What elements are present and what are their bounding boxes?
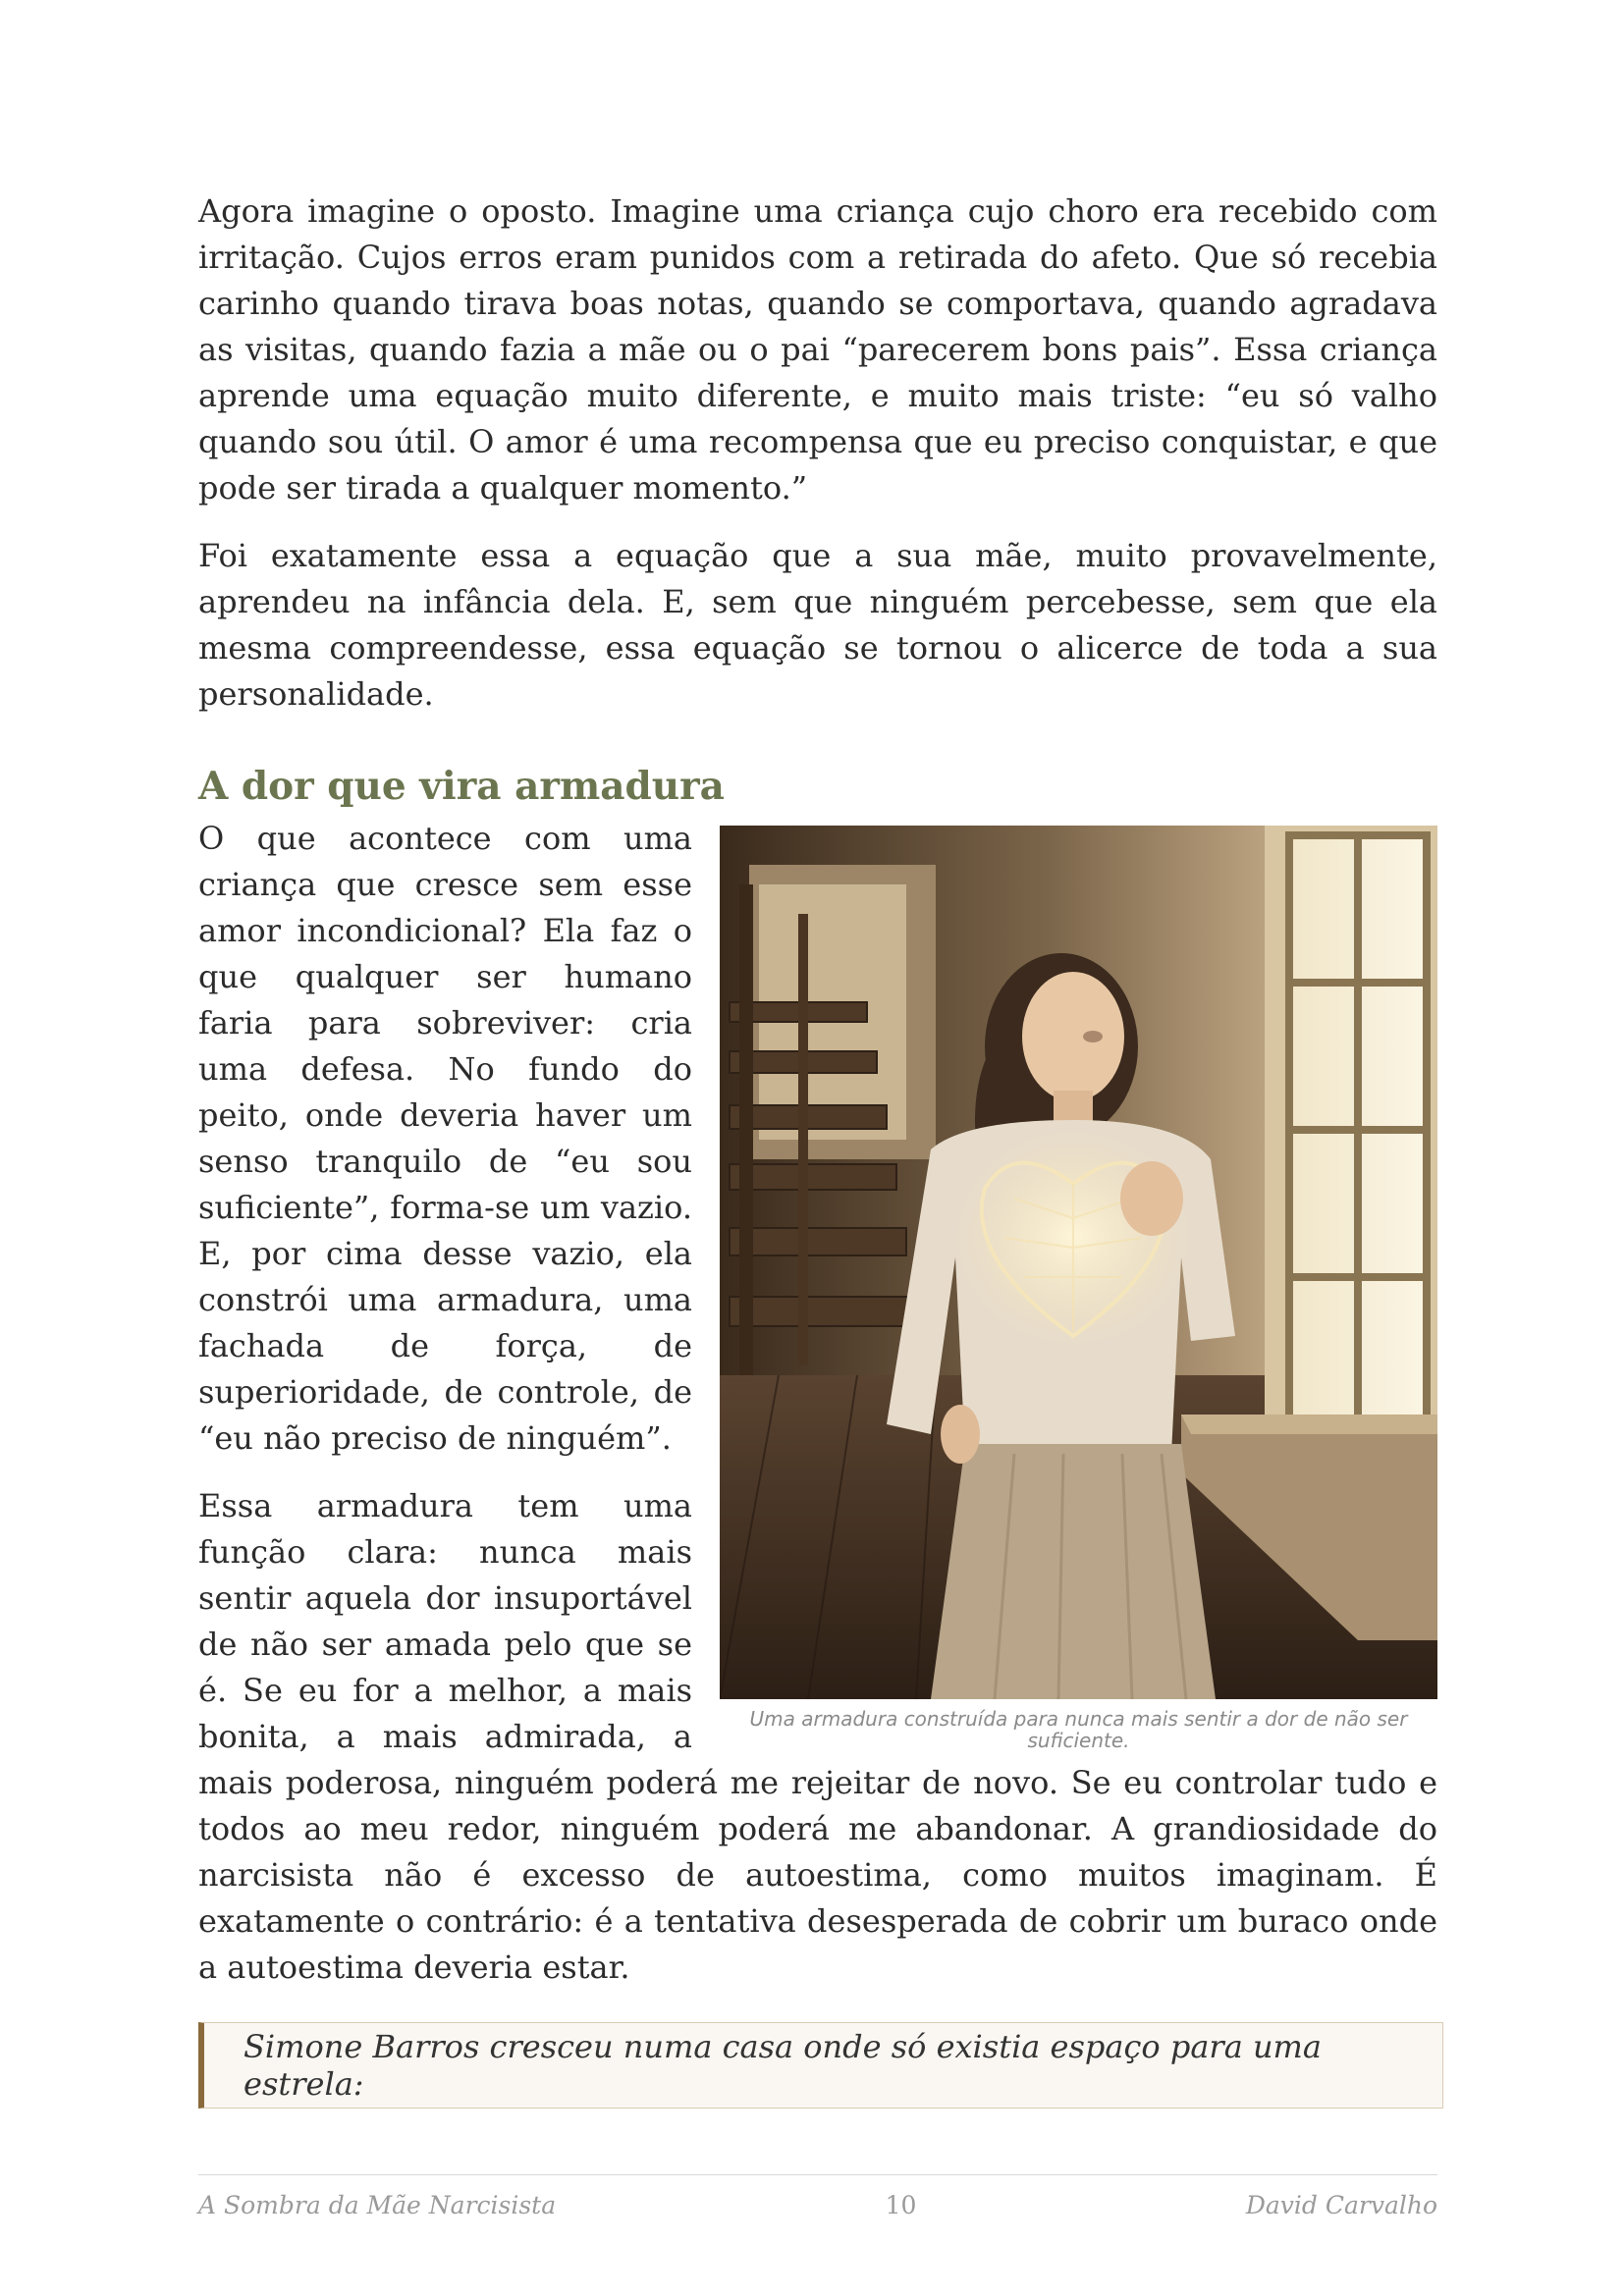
page-footer xyxy=(198,2174,1437,2219)
woman-at-window-photo xyxy=(720,826,1437,1699)
figure xyxy=(720,826,1437,1751)
callout-box xyxy=(198,2022,1443,2109)
footer-page-number: 10 xyxy=(885,2191,917,2219)
body-paragraph: Foi exatamente essa a equação que a sua mãe, muito provavelmente, aprendeu na infância dela. E, sem que ninguém percebesse, sem que ela mesma compreendesse, essa equação se tornou o alicerce de toda a sua personalidade. xyxy=(198,537,1437,713)
footer-book-title: A Sombra da Mãe Narcisista xyxy=(198,2191,557,2219)
figure-caption: Uma armadura construída para nunca mais sentir a dor de não ser suficiente. xyxy=(749,1707,1408,1752)
body-paragraph: Essa armadura tem uma função clara: nunca mais sentir aquela dor insuportável de não ser amada pelo que se é. Se eu for a melhor, a mais bonita, a mais admirada, a mais poderosa, ninguém poderá me rejeitar de novo. Se eu controlar tudo e todos ao meu redor, ninguém poderá me abandonar. A grandiosidade do narcisista não é excesso de autoestima, como muitos imaginam. É exatamente o contrário: é a tentativa desesperada de cobrir um buraco onde a autoestima deveria estar. xyxy=(198,1487,1437,1986)
section-heading: A dor que vira armadura xyxy=(198,764,725,809)
page-content xyxy=(198,188,1437,2109)
callout-text: Simone Barros cresceu numa casa onde só existia espaço para uma estrela: xyxy=(244,2028,1322,2103)
footer-author: David Carvalho xyxy=(1245,2191,1437,2219)
body-paragraph: Agora imagine o oposto. Imagine uma criança cujo choro era recebido com irritação. Cujos erros eram punidos com a retirada do afeto. Que só recebia carinho quando tirava boas notas, quando se comportava, quando agradava as visitas, quando fazia a mãe ou o pai “parecerem bons pais”. Essa criança aprende uma equação muito diferente, e muito mais triste: “eu só valho quando sou útil. O amor é uma recompensa que eu preciso conquistar, e que pode ser tirada a qualquer momento.” xyxy=(198,192,1437,507)
body-paragraph: O que acontece com uma criança que cresce sem esse amor incondicional? Ela faz o que qualquer ser humano faria para sobreviver: cria uma defesa. No fundo do peito, onde deveria haver um senso tranquilo de “eu sou suficiente”, forma-se um vazio. E, por cima desse vazio, ela constrói uma armadura, uma fachada de força, de superioridade, de controle, de “eu não preciso de ninguém”. xyxy=(198,820,692,1457)
